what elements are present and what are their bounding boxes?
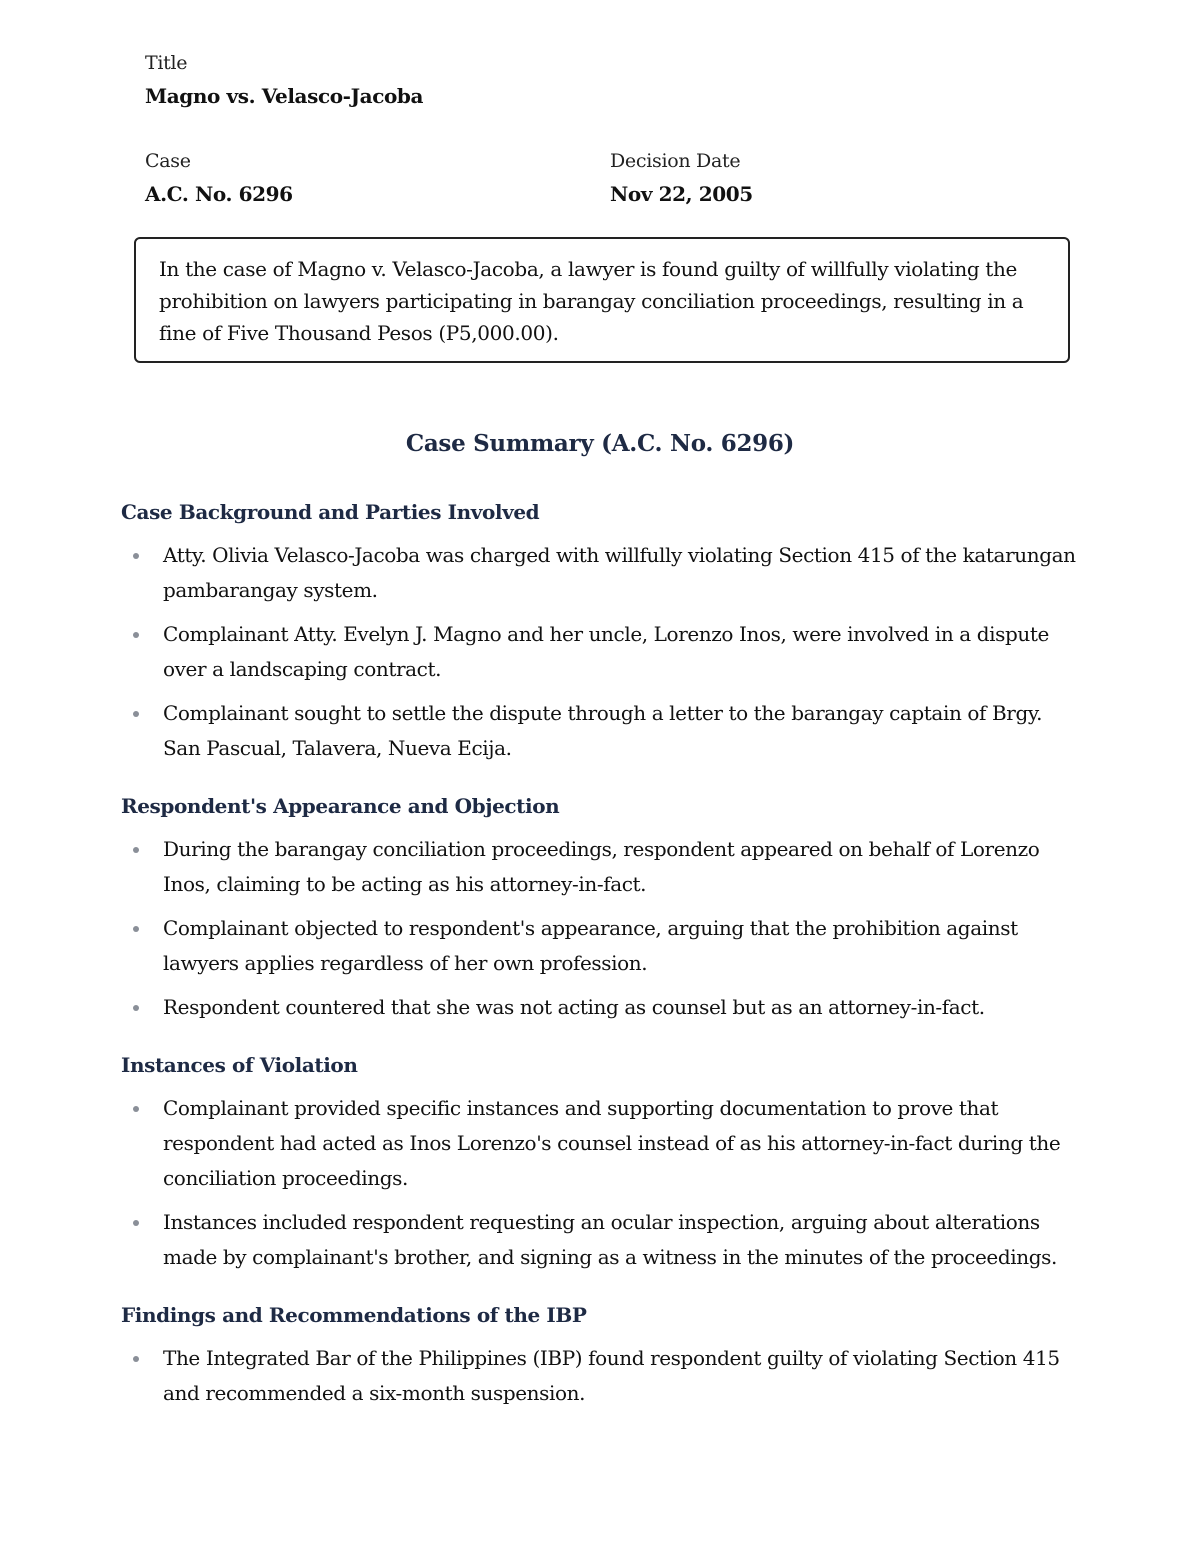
list-item — [121, 617, 1081, 687]
case-label: Case — [145, 150, 191, 172]
bullet-icon — [133, 1005, 139, 1011]
title-label: Title — [145, 52, 188, 74]
case-date-row — [145, 150, 1075, 206]
list-item — [121, 1205, 1081, 1275]
list-item — [121, 538, 1081, 608]
list-item — [121, 1091, 1081, 1196]
list-item-text: Respondent countered that she was not acting as counsel but as an attorney-in-fact. — [163, 995, 985, 1019]
case-value: A.C. No. 6296 — [145, 182, 293, 206]
section-heading: Case Background and Parties Involved — [121, 500, 540, 524]
section-respondent-appearance — [121, 792, 1081, 1025]
bullet-icon — [133, 926, 139, 932]
list-item-text: Complainant Atty. Evelyn J. Magno and her uncle, Lorenzo Inos, were involved in a dispute over a landscaping contract. — [163, 622, 1049, 681]
section-heading: Findings and Recommendations of the IBP — [121, 1303, 587, 1327]
bullet-icon — [133, 553, 139, 559]
decision-date-label: Decision Date — [610, 150, 741, 172]
list-item — [121, 696, 1081, 766]
list-item-text: Complainant sought to settle the dispute through a letter to the barangay captain of Brgy. San Pascual, Talavera, Nueva Ecija. — [163, 701, 1043, 760]
bullet-list — [121, 832, 1081, 1025]
list-item-text: During the barangay conciliation proceedings, respondent appeared on behalf of Lorenzo Inos, claiming to be acting as his attorney-in-fact. — [163, 837, 1040, 896]
bullet-icon — [133, 632, 139, 638]
list-item-text: Instances included respondent requesting an ocular inspection, arguing about alterations made by complainant's brother, and signing as a witness in the minutes of the proceedings. — [163, 1210, 1057, 1269]
section-findings-ibp — [121, 1301, 1081, 1411]
list-item — [121, 990, 1081, 1025]
decision-date-column — [610, 150, 1075, 206]
list-item-text: Complainant provided specific instances and supporting documentation to prove that respondent had acted as Inos Lorenzo's counsel instead of as his attorney-in-fact during the conciliation proceedings. — [163, 1096, 1061, 1190]
bullet-icon — [133, 847, 139, 853]
list-item-text: Complainant objected to respondent's appearance, arguing that the prohibition against lawyers applies regardless of her own profession. — [163, 916, 1018, 975]
section-instances-of-violation — [121, 1051, 1081, 1275]
decision-date-value: Nov 22, 2005 — [610, 182, 753, 206]
section-heading: Instances of Violation — [121, 1053, 358, 1077]
title-value: Magno vs. Velasco-Jacoba — [145, 84, 424, 108]
case-column — [145, 150, 610, 206]
summary-box: In the case of Magno v. Velasco-Jacoba, a lawyer is found guilty of willfully violating the prohibition on lawyers participating in barangay conciliation proceedings, resulting in a fine of Five Thousand Pesos (P5,000.00). — [134, 237, 1070, 363]
bullet-icon — [133, 1220, 139, 1226]
list-item-text: The Integrated Bar of the Philippines (IBP) found respondent guilty of violating Section 415 and recommended a six-month suspension. — [163, 1346, 1060, 1405]
list-item — [121, 911, 1081, 981]
list-item — [121, 832, 1081, 902]
list-item-text: Atty. Olivia Velasco-Jacoba was charged with willfully violating Section 415 of the katarungan pambarangay system. — [163, 543, 1076, 602]
document-title: Case Summary (A.C. No. 6296) — [405, 430, 795, 457]
bullet-icon — [133, 711, 139, 717]
section-case-background — [121, 498, 1081, 766]
bullet-list — [121, 1091, 1081, 1275]
case-metadata — [145, 52, 1075, 206]
bullet-list — [121, 538, 1081, 766]
bullet-icon — [133, 1106, 139, 1112]
case-summary-content — [121, 498, 1081, 1437]
list-item — [121, 1341, 1081, 1411]
section-heading: Respondent's Appearance and Objection — [121, 794, 560, 818]
bullet-list — [121, 1341, 1081, 1411]
bullet-icon — [133, 1356, 139, 1362]
